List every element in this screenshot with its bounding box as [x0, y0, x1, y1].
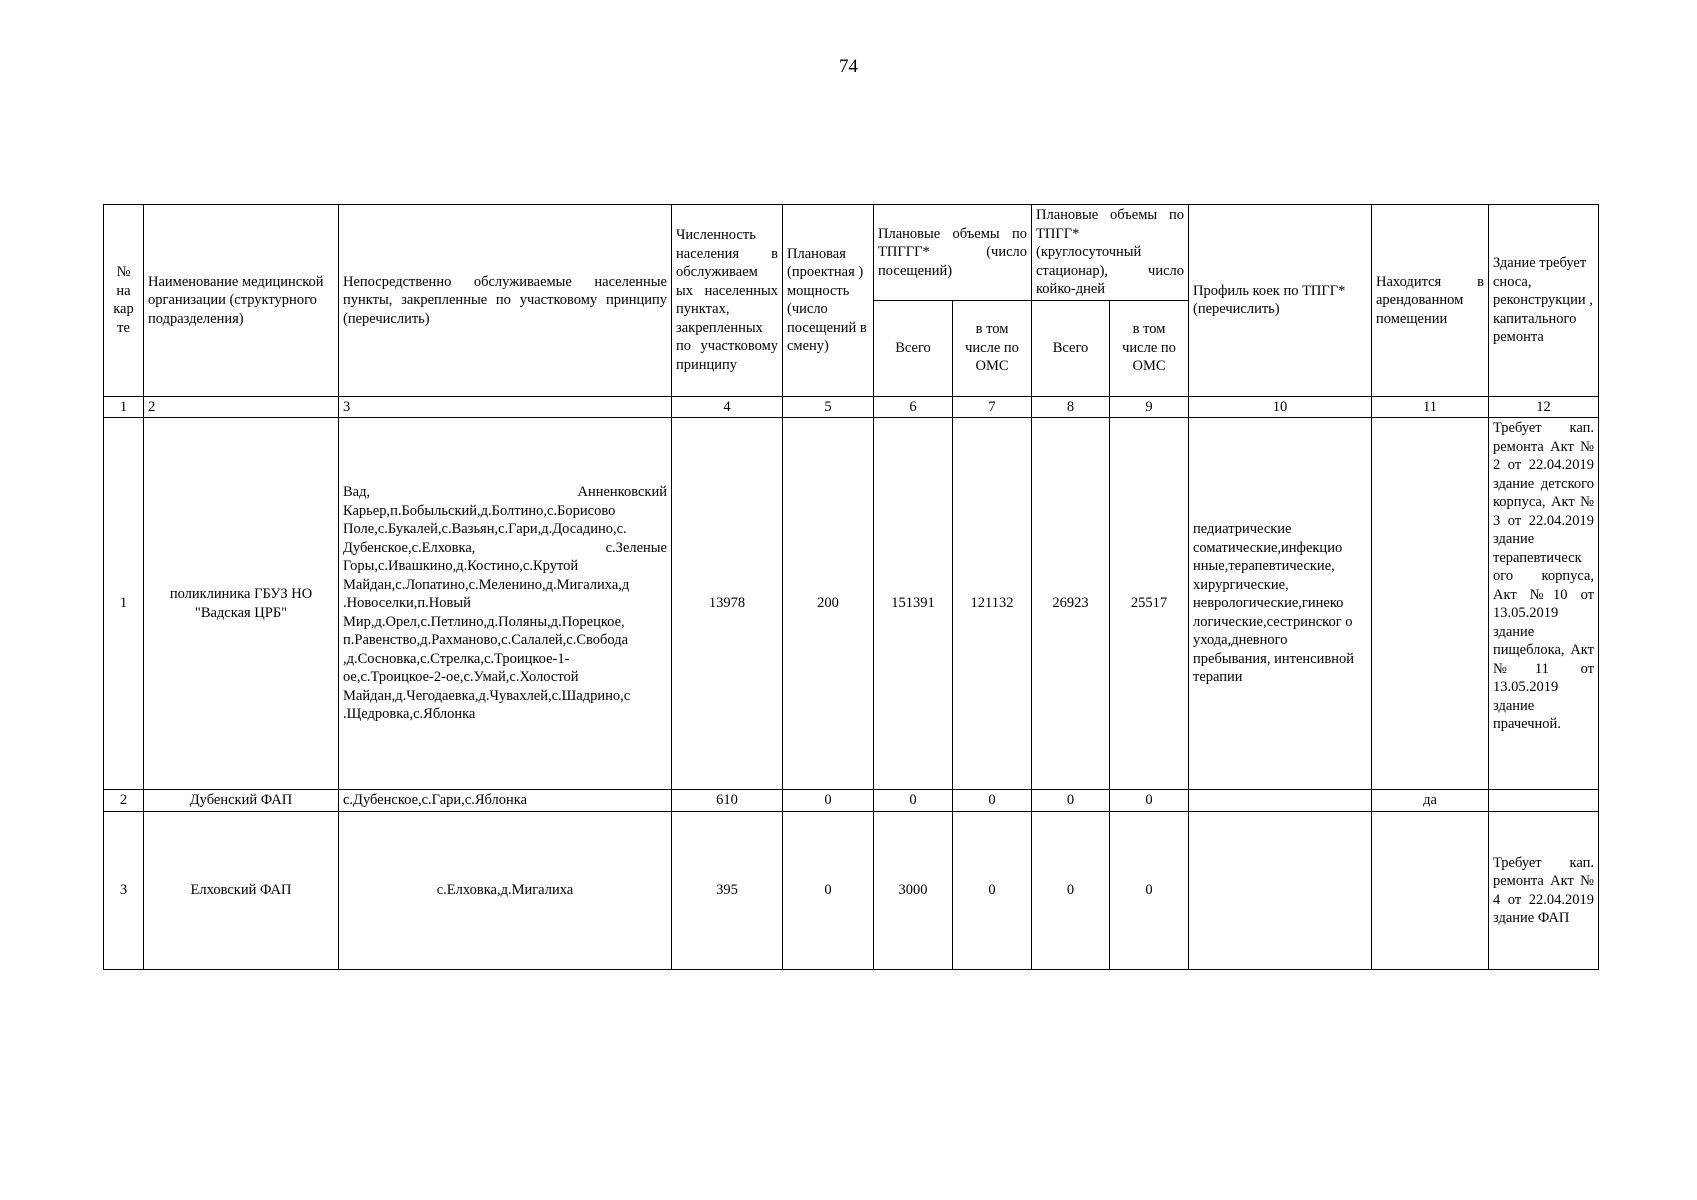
column-number: 8	[1032, 396, 1110, 418]
column-number: 4	[672, 396, 783, 418]
header-organization: Наименование медицинской организации (структурного подразделения)	[144, 205, 339, 397]
header-planned-visits: Плановые объемы по ТПГГГ* (число посещений)	[874, 205, 1032, 301]
row-number: 1	[104, 418, 144, 790]
column-number: 11	[1372, 396, 1489, 418]
table-row	[104, 812, 1599, 970]
header-building-condition: Здание требует сноса, реконструкции , капитального ремонта	[1489, 205, 1599, 397]
header-rented: Находится в арендованном помещении	[1372, 205, 1489, 397]
beddays-total-value: 0	[1032, 812, 1110, 970]
beddays-oms-value: 0	[1110, 790, 1189, 812]
beddays-total-value: 26923	[1032, 418, 1110, 790]
rented-value: да	[1372, 790, 1489, 812]
column-number: 10	[1189, 396, 1372, 418]
header-number: № на кар те	[104, 205, 144, 397]
organization-name: поликлиника ГБУЗ НО "Вадская ЦРБ"	[144, 418, 339, 790]
visits-oms-value: 121132	[953, 418, 1032, 790]
bed-profile-text	[1189, 812, 1372, 970]
column-number: 12	[1489, 396, 1599, 418]
column-number: 6	[874, 396, 953, 418]
column-number: 5	[783, 396, 874, 418]
organization-name: Елховский ФАП	[144, 812, 339, 970]
header-capacity: Плановая (проектная ) мощность (число посещений в смену)	[783, 205, 874, 397]
bed-profile-text	[1189, 790, 1372, 812]
population-value: 610	[672, 790, 783, 812]
building-condition-text	[1489, 790, 1599, 812]
population-value: 395	[672, 812, 783, 970]
header-visits-total: Всего	[874, 300, 953, 396]
row-number: 2	[104, 790, 144, 812]
capacity-value: 0	[783, 812, 874, 970]
capacity-value: 0	[783, 790, 874, 812]
page-number: 74	[839, 56, 858, 77]
visits-oms-value: 0	[953, 790, 1032, 812]
visits-oms-value: 0	[953, 812, 1032, 970]
column-number: 2	[144, 396, 339, 418]
building-condition-text: Требует кап. ремонта Акт № 2 от 22.04.2019 здание детского корпуса, Акт № 3 от 22.04.2019 здание терапевтическ ого корпуса, Акт №10 от 13.05.2019 здание пищеблока, Акт №11 от 13.05.2019 здание прачечной.	[1489, 418, 1599, 790]
column-numbers-row	[104, 396, 1599, 418]
header-population: Численность населения в обслуживаем ых населенных пунктах, закрепленных по участковому принципу	[672, 205, 783, 397]
medical-organizations-table	[103, 204, 1599, 970]
settlements-list: с.Дубенское,с.Гари,с.Яблонка	[339, 790, 672, 812]
column-number: 1	[104, 396, 144, 418]
capacity-value: 200	[783, 418, 874, 790]
column-number: 3	[339, 396, 672, 418]
row-number: 3	[104, 812, 144, 970]
visits-total-value: 3000	[874, 812, 953, 970]
column-number: 7	[953, 396, 1032, 418]
settlements-list: Вад, Анненковский Карьер,п.Бобыльский,д.Болтино,с.Борисово Поле,с.Букалей,с.Вазьян,с.Гари,д.Досадино,с. Дубенское,с.Елховка, с.Зеленые Горы,с.Ивашкино,д.Костино,с.Крутой Майдан,с.Лопатино,с.Меленино,д.Мигалиха,д .Новоселки,п.Новый Мир,д.Орел,с.Петлино,д.Поляны,д.Порецкое, п.Равенство,д.Рахманово,с.Салалей,с.Свобода ,д.Сосновка,с.Стрелка,с.Троицкое-1- ое,с.Троицкое-2-ое,с.Умай,с.Холостой Майдан,д.Чегодаевка,д.Чувахлей,с.Шадрино,с .Щедровка,с.Яблонка	[339, 418, 672, 790]
organization-name: Дубенский ФАП	[144, 790, 339, 812]
header-settlements: Непосредственно обслуживаемые населенные пункты, закрепленные по участковому принципу (перечислить)	[339, 205, 672, 397]
beddays-total-value: 0	[1032, 790, 1110, 812]
table-row	[104, 790, 1599, 812]
visits-total-value: 0	[874, 790, 953, 812]
header-beddays-total: Всего	[1032, 300, 1110, 396]
header-planned-beddays: Плановые объемы по ТПГГ* (круглосуточный стационар), число койко-дней	[1032, 205, 1189, 301]
header-beddays-oms: в том числе по ОМС	[1110, 300, 1189, 396]
beddays-oms-value: 0	[1110, 812, 1189, 970]
visits-total-value: 151391	[874, 418, 953, 790]
bed-profile-text: педиатрические соматические,инфекцио нные,терапевтические, хирургические, неврологические,гинеко логические,сестринског о ухода,дневного пребывания, интенсивной терапии	[1189, 418, 1372, 790]
header-bed-profile: Профиль коек по ТПГГ* (перечислить)	[1189, 205, 1372, 397]
header-visits-oms: в том числе по ОМС	[953, 300, 1032, 396]
beddays-oms-value: 25517	[1110, 418, 1189, 790]
population-value: 13978	[672, 418, 783, 790]
table-row	[104, 418, 1599, 790]
rented-value	[1372, 812, 1489, 970]
building-condition-text: Требует кап. ремонта Акт № 4 от 22.04.2019 здание ФАП	[1489, 812, 1599, 970]
column-number: 9	[1110, 396, 1189, 418]
rented-value	[1372, 418, 1489, 790]
settlements-list: с.Елховка,д.Мигалиха	[339, 812, 672, 970]
